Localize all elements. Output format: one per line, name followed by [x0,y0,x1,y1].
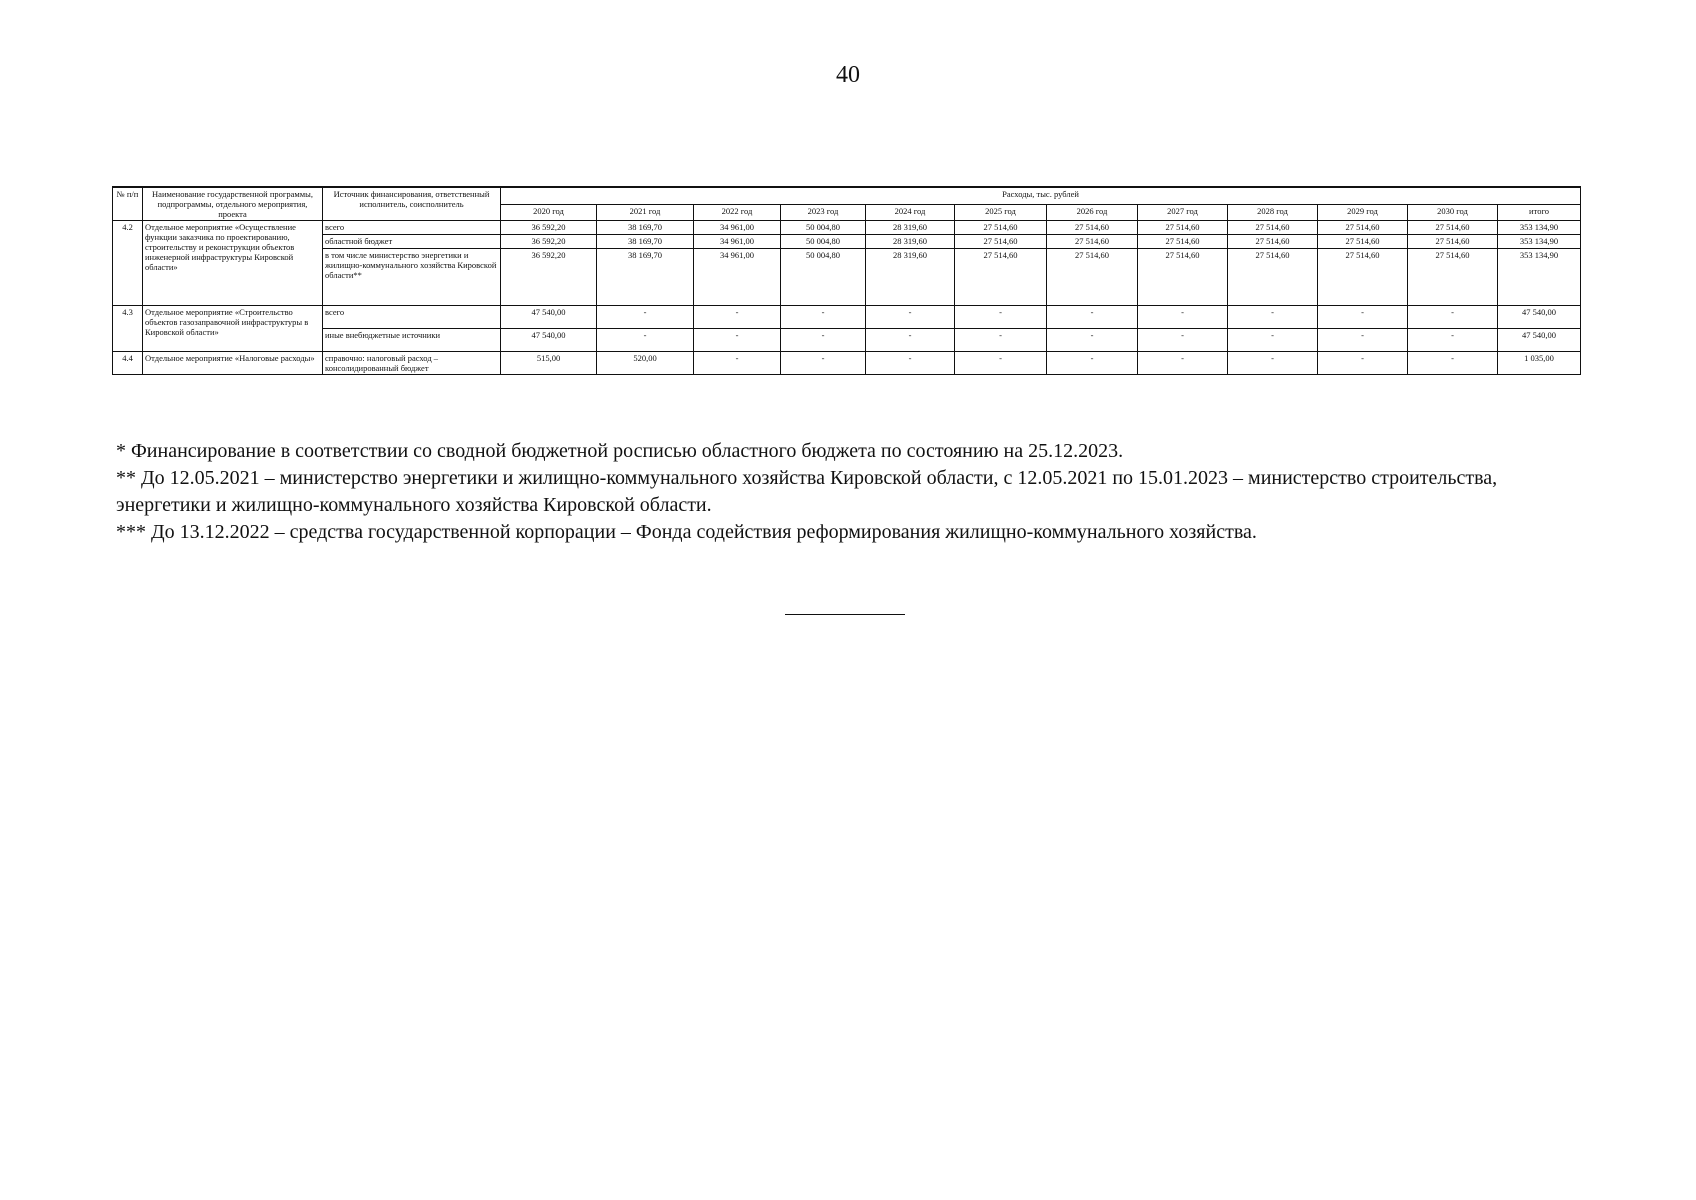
header-total: итого [1498,204,1581,220]
value-cell: - [1138,306,1228,329]
table-row [113,352,1581,375]
table-row [113,235,1581,249]
value-cell: 50 004,80 [781,249,866,306]
header-year: 2029 год [1318,204,1408,220]
value-cell: 34 961,00 [694,235,781,249]
value-cell: 38 169,70 [597,249,694,306]
value-cell: - [781,306,866,329]
header-year: 2025 год [955,204,1047,220]
table-row [113,306,1581,329]
funding-source: справочно: налоговый расход – консолидированный бюджет [323,352,501,375]
value-cell: 27 514,60 [1138,249,1228,306]
header-year: 2023 год [781,204,866,220]
value-cell: 27 514,60 [1408,235,1498,249]
value-cell: - [1047,352,1138,375]
expenses-table [112,186,1581,375]
value-cell: 27 514,60 [955,235,1047,249]
value-cell: - [597,329,694,352]
value-cell: - [1318,352,1408,375]
header-year: 2020 год [501,204,597,220]
closing-divider [785,614,905,615]
value-cell: 27 514,60 [1318,249,1408,306]
value-cell: - [1047,306,1138,329]
value-cell: 27 514,60 [1228,221,1318,235]
total-cell: 47 540,00 [1498,306,1581,329]
value-cell: 28 319,60 [866,221,955,235]
value-cell: - [1408,329,1498,352]
value-cell: - [1047,329,1138,352]
value-cell: - [1318,306,1408,329]
value-cell: 27 514,60 [1047,221,1138,235]
value-cell: 520,00 [597,352,694,375]
funding-source: иные внебюджетные источники [323,329,501,352]
value-cell: 515,00 [501,352,597,375]
value-cell: - [781,352,866,375]
value-cell: 27 514,60 [1047,249,1138,306]
header-num: № п/п [113,187,143,221]
total-cell: 1 035,00 [1498,352,1581,375]
value-cell: 34 961,00 [694,221,781,235]
row-number: 4.4 [113,352,143,375]
value-cell: 27 514,60 [955,249,1047,306]
value-cell: 36 592,20 [501,249,597,306]
header-year: 2027 год [1138,204,1228,220]
value-cell: 27 514,60 [1318,221,1408,235]
header-year: 2028 год [1228,204,1318,220]
value-cell: 50 004,80 [781,235,866,249]
value-cell: - [1228,306,1318,329]
value-cell: 34 961,00 [694,249,781,306]
value-cell: 27 514,60 [1138,235,1228,249]
value-cell: 38 169,70 [597,235,694,249]
value-cell: 28 319,60 [866,249,955,306]
header-year: 2026 год [1047,204,1138,220]
value-cell: 27 514,60 [1408,249,1498,306]
footnote: ** До 12.05.2021 – министерство энергетики и жилищно-коммунального хозяйства Кировской области, с 12.05.2021 по 15.01.2023 – министерство строительства, энергетики и жилищно-коммунального хозяйства Кировской области. [116,467,1498,516]
value-cell: 36 592,20 [501,235,597,249]
value-cell: 27 514,60 [1047,235,1138,249]
value-cell: - [866,306,955,329]
value-cell: - [955,329,1047,352]
header-year: 2030 год [1408,204,1498,220]
value-cell: - [1138,352,1228,375]
funding-source: всего [323,306,501,329]
expenses-table-wrap [112,186,1580,375]
total-cell: 47 540,00 [1498,329,1581,352]
value-cell: - [781,329,866,352]
value-cell: 27 514,60 [1408,221,1498,235]
activity-name: Отдельное мероприятие «Осуществление функции заказчика по проектированию, строительству и реконструкции объектов инженерной инфраструктуры Кировской области» [143,221,323,306]
value-cell: - [955,306,1047,329]
value-cell: 27 514,60 [1318,235,1408,249]
value-cell: - [1318,329,1408,352]
activity-name: Отдельное мероприятие «Налоговые расходы» [143,352,323,375]
value-cell: 47 540,00 [501,306,597,329]
total-cell: 353 134,90 [1498,235,1581,249]
header-name: Наименование государственной программы, подпрограммы, отдельного мероприятия, проекта [143,187,323,221]
value-cell: 27 514,60 [1228,249,1318,306]
value-cell: - [1228,352,1318,375]
value-cell: 27 514,60 [1138,221,1228,235]
value-cell: - [694,329,781,352]
value-cell: - [597,306,694,329]
value-cell: - [1138,329,1228,352]
header-source: Источник финансирования, ответственный исполнитель, соисполнитель [323,187,501,221]
value-cell: - [955,352,1047,375]
value-cell: 27 514,60 [955,221,1047,235]
table-row [113,249,1581,306]
value-cell: - [866,329,955,352]
total-cell: 353 134,90 [1498,249,1581,306]
funding-source: всего [323,221,501,235]
total-cell: 353 134,90 [1498,221,1581,235]
header-year: 2021 год [597,204,694,220]
footnotes [116,438,1586,546]
header-year: 2022 год [694,204,781,220]
activity-name: Отдельное мероприятие «Строительство объектов газозаправочной инфраструктуры в Кировской области» [143,306,323,352]
table-row [113,221,1581,235]
value-cell: - [866,352,955,375]
page-number: 40 [836,62,860,88]
header-expenses: Расходы, тыс. рублей [501,187,1581,204]
value-cell: 38 169,70 [597,221,694,235]
row-number: 4.2 [113,221,143,306]
value-cell: - [1408,352,1498,375]
row-number: 4.3 [113,306,143,352]
footnote: *** До 13.12.2022 – средства государственной корпорации – Фонда содействия реформирования жилищно-коммунального хозяйства. [116,521,1257,543]
value-cell: - [694,352,781,375]
value-cell: 36 592,20 [501,221,597,235]
value-cell: 28 319,60 [866,235,955,249]
funding-source: областной бюджет [323,235,501,249]
header-year: 2024 год [866,204,955,220]
value-cell: - [1228,329,1318,352]
value-cell: 27 514,60 [1228,235,1318,249]
value-cell: 50 004,80 [781,221,866,235]
value-cell: 47 540,00 [501,329,597,352]
footnote: * Финансирование в соответствии со сводной бюджетной росписью областного бюджета по состоянию на 25.12.2023. [116,440,1124,462]
value-cell: - [1408,306,1498,329]
value-cell: - [694,306,781,329]
funding-source: в том числе министерство энергетики и жилищно-коммунального хозяйства Кировской области** [323,249,501,306]
table-row [113,329,1581,352]
